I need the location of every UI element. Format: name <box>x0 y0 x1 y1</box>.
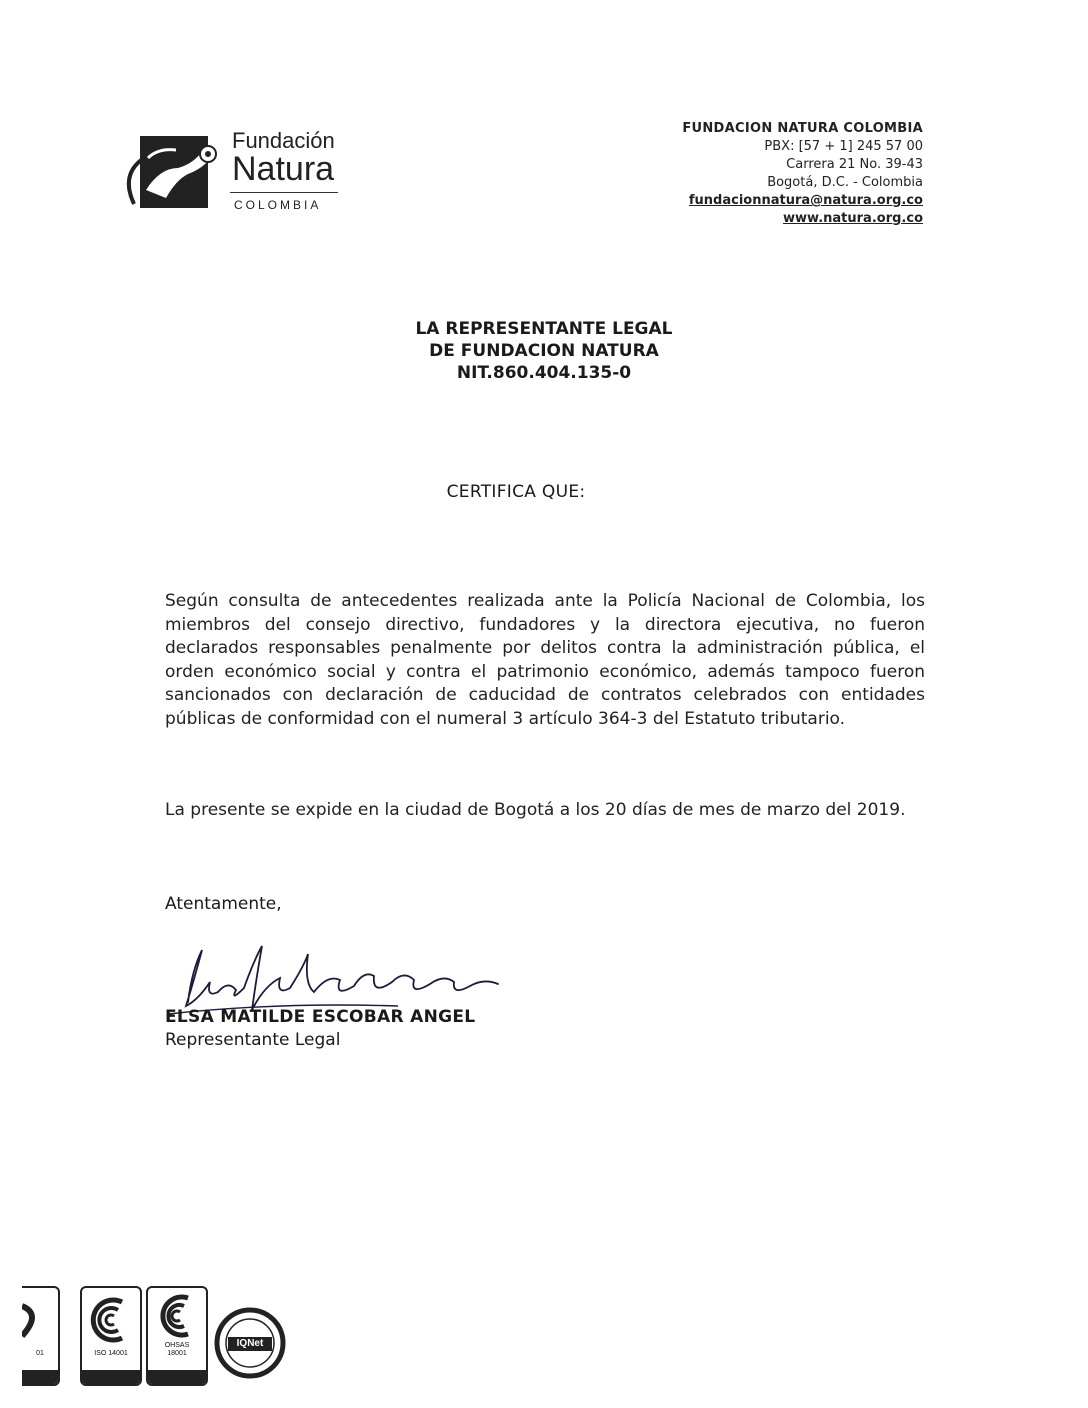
issuance-paragraph: La presente se expide en la ciudad de Bogotá a los 20 días de mes de marzo del 2019. <box>165 800 906 820</box>
org-email-link[interactable]: fundacionnatura@natura.org.co <box>688 193 923 208</box>
seal-3-caption-b: 18001 <box>167 1350 187 1357</box>
letterhead-contact <box>682 120 923 228</box>
heading-line-2: DE FUNDACION NATURA <box>429 341 659 361</box>
heading-nit: NIT.860.404.135-0 <box>456 363 632 383</box>
org-phone: PBX: [57 + 1] 245 57 00 <box>764 139 923 154</box>
org-website-link[interactable]: www.natura.org.co <box>783 211 923 226</box>
seal-3-caption-a: OHSAS <box>164 1342 190 1349</box>
signer-name: ELSA MATILDE ESCOBAR ANGEL <box>165 1007 476 1027</box>
icontec-mark-icon <box>22 1296 58 1346</box>
certification-paragraph: Según consulta de antecedentes realizada ante la Policía Nacional de Colombia, los miembros del consejo directivo, fundadores y la directora ejecutiva, no fueron declarados responsables penalmente por delitos contra la administración pública, el orden económico social y contra el patrimonio económico, además tampoco fueron sancionados con declaración de caducidad de contratos celebrados con entidades públicas de conformidad con el numeral 3 artículo 364-3 del Estatuto tributario. <box>165 591 925 729</box>
closing-salutation: Atentamente, <box>165 894 282 914</box>
seal-3-footer <box>148 1370 206 1384</box>
document-heading <box>0 318 1088 384</box>
certifica-title: CERTIFICA QUE: <box>446 482 586 502</box>
logo-divider <box>230 192 338 193</box>
iqnet-label: IQNet <box>236 1338 264 1349</box>
org-address: Carrera 21 No. 39-43 <box>786 157 923 172</box>
seal-2-footer <box>82 1370 140 1384</box>
logo-word-natura: Natura <box>232 150 335 188</box>
icontec-mark-icon <box>82 1292 140 1348</box>
org-city: Bogotá, D.C. - Colombia <box>767 175 923 190</box>
seal-2-caption: ISO 14001 <box>94 1350 128 1357</box>
seal-1-footer <box>22 1370 58 1384</box>
logo-word-colombia: COLOMBIA <box>234 198 322 212</box>
heading-line-1: LA REPRESENTANTE LEGAL <box>415 319 673 339</box>
certification-seal-partial <box>22 1286 60 1386</box>
iqnet-seal <box>214 1307 286 1379</box>
seal-1-caption: 01 <box>36 1350 44 1357</box>
fundacion-natura-logo <box>116 128 346 218</box>
logo-word-fundacion: Fundación <box>232 128 335 153</box>
icontec-mark-icon <box>148 1290 206 1340</box>
certification-seal-iso14001 <box>80 1286 142 1386</box>
org-name: FUNDACION NATURA COLOMBIA <box>682 121 923 136</box>
monkey-emblem-icon <box>116 128 226 218</box>
certification-seal-ohsas18001 <box>146 1286 208 1386</box>
signer-role: Representante Legal <box>165 1030 341 1050</box>
